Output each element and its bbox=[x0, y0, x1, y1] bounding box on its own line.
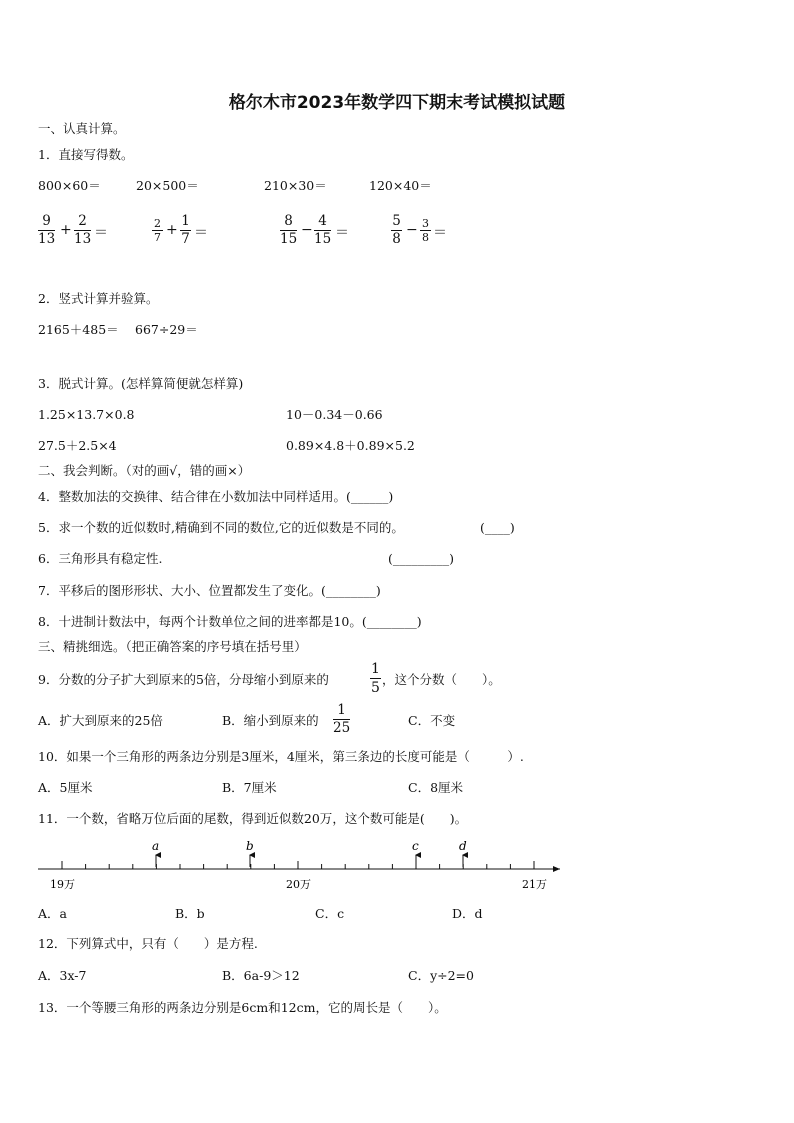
equals: ＝ bbox=[194, 225, 208, 241]
section-1-heading: 一、认真计算。 bbox=[38, 121, 126, 136]
q9-option-c[interactable]: C．不变 bbox=[408, 713, 456, 728]
operator: + bbox=[166, 222, 178, 238]
question-11-text: 11．一个数，省略万位后面的尾数，得到近似数20万，这个数可能是( )。 bbox=[38, 811, 468, 826]
q11-option-d[interactable]: D．d bbox=[452, 906, 483, 921]
question-13-text: 13．一个等腰三角形的两条边分别是6cm和12cm，它的周长是（ ）。 bbox=[38, 1000, 447, 1015]
vertical-calc-2: 667÷29＝ bbox=[135, 322, 198, 337]
question-3-label: 3．脱式计算。(怎样算简便就怎样算) bbox=[38, 376, 244, 391]
step-calc-1: 1.25×13.7×0.8 bbox=[38, 407, 135, 422]
judge-question-8: 8．十进制计数法中，每两个计数单位之间的进率都是10。(________) bbox=[38, 614, 422, 629]
q12-option-b[interactable]: B．6a-9＞12 bbox=[222, 968, 300, 983]
answer-blank-5[interactable]: (____) bbox=[480, 520, 515, 535]
marker-d-label: d bbox=[459, 839, 467, 853]
fraction-1-5: 1 5 bbox=[371, 661, 380, 696]
equals: ＝ bbox=[433, 225, 447, 241]
fraction-5-8: 5 8 bbox=[392, 213, 401, 247]
question-12-text: 12．下列算式中，只有（ ）是方程. bbox=[38, 936, 258, 951]
q10-option-a[interactable]: A．5厘米 bbox=[38, 780, 93, 795]
marker-c-label: c bbox=[412, 839, 419, 853]
question-9-suffix: ，这个分数（ ）。 bbox=[382, 672, 501, 687]
question-9-text: 9．分数的分子扩大到原来的5倍，分母缩小到原来的 bbox=[38, 672, 329, 687]
q12-option-c[interactable]: C．y÷2=0 bbox=[408, 968, 474, 983]
fraction-3-8: 3 8 bbox=[422, 217, 429, 244]
page-title: 格尔木市2023年数学四下期末考试模拟试题 bbox=[228, 93, 566, 113]
fraction-2-7: 2 7 bbox=[154, 217, 161, 244]
q11-option-c[interactable]: C．c bbox=[315, 906, 345, 921]
judge-question-6: 6．三角形具有稳定性. bbox=[38, 551, 163, 566]
equals: ＝ bbox=[335, 225, 349, 241]
step-calc-4: 0.89×4.8＋0.89×5.2 bbox=[286, 438, 415, 453]
question-2-label: 2．竖式计算并验算。 bbox=[38, 291, 159, 306]
equals: ＝ bbox=[94, 225, 108, 241]
fraction-1-7: 1 7 bbox=[181, 213, 190, 247]
operator: − bbox=[301, 222, 313, 238]
section-3-heading: 三、精挑细选。（把正确答案的序号填在括号里） bbox=[38, 639, 307, 654]
q11-option-a[interactable]: A．a bbox=[38, 906, 67, 921]
calc-4: 120×40＝ bbox=[369, 178, 432, 193]
fraction-9-13: 9 13 bbox=[38, 213, 56, 247]
marker-a-label: a bbox=[152, 839, 160, 853]
answer-blank-6[interactable]: (_________) bbox=[388, 551, 455, 566]
q9-option-b[interactable]: B．缩小到原来的 bbox=[222, 713, 319, 728]
tick-label-19wan: 19万 bbox=[50, 878, 75, 891]
calc-1: 800×60＝ bbox=[38, 178, 101, 193]
question-1-label: 1．直接写得数。 bbox=[38, 147, 134, 162]
operator: − bbox=[406, 222, 418, 238]
operator: + bbox=[60, 222, 72, 238]
tick-label-20wan: 20万 bbox=[286, 878, 311, 891]
q9-option-a[interactable]: A．扩大到原来的25倍 bbox=[38, 713, 163, 728]
fraction-4-15: 4 15 bbox=[314, 213, 332, 247]
fraction-1-25: 1 25 bbox=[333, 702, 351, 736]
fraction-2-13: 2 13 bbox=[74, 213, 92, 247]
judge-question-5: 5．求一个数的近似数时,精确到不同的数位,它的近似数是不同的。 bbox=[38, 520, 404, 535]
q10-option-b[interactable]: B．7厘米 bbox=[222, 780, 277, 795]
calc-3: 210×30＝ bbox=[264, 178, 327, 193]
vertical-calc-1: 2165＋485＝ bbox=[38, 322, 119, 337]
step-calc-3: 27.5＋2.5×4 bbox=[38, 438, 117, 453]
q10-option-c[interactable]: C．8厘米 bbox=[408, 780, 464, 795]
q11-option-b[interactable]: B．b bbox=[175, 906, 205, 921]
calc-2: 20×500＝ bbox=[136, 178, 199, 193]
step-calc-2: 10－0.34－0.66 bbox=[286, 407, 383, 422]
fraction-8-15: 8 15 bbox=[280, 213, 298, 247]
judge-question-4: 4．整数加法的交换律、结合律在小数加法中同样适用。(______) bbox=[38, 489, 394, 504]
question-10-text: 10．如果一个三角形的两条边分别是3厘米，4厘米，第三条边的长度可能是（ ）. bbox=[38, 749, 524, 764]
section-2-heading: 二、我会判断。（对的画√，错的画×） bbox=[38, 463, 251, 478]
tick-label-21wan: 21万 bbox=[522, 878, 547, 891]
judge-question-7: 7．平移后的图形形状、大小、位置都发生了变化。(________) bbox=[38, 583, 381, 598]
q12-option-a[interactable]: A．3x-7 bbox=[38, 968, 87, 983]
marker-b-label: b bbox=[246, 839, 254, 853]
